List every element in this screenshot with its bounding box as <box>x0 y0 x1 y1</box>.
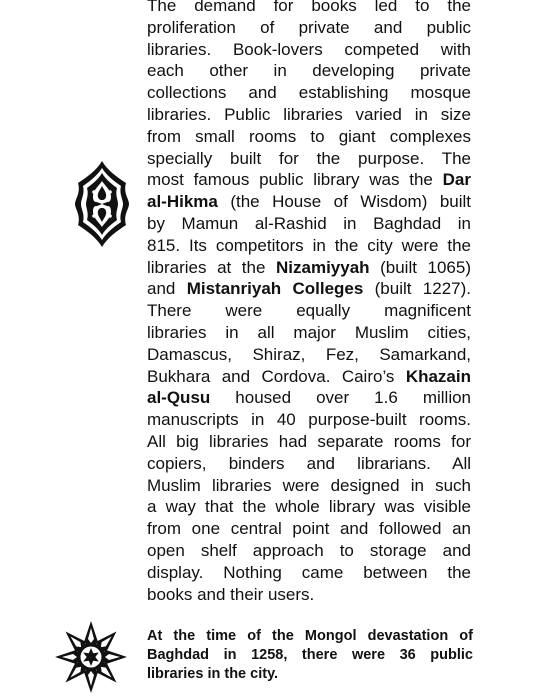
text-run: by Mamun al-Rashid in Baghdad in <box>147 213 471 233</box>
text-run: All big libraries had separate rooms for <box>147 431 471 451</box>
text-line <box>147 409 471 431</box>
text-line <box>147 17 471 39</box>
text-line <box>147 257 471 279</box>
text-run: copiers, binders and librarians. All <box>147 453 471 473</box>
text-line <box>147 126 471 148</box>
text-run: specially built for the purpose. The <box>147 148 471 168</box>
text-line <box>147 387 471 409</box>
text-run: a way that the whole library was visible <box>147 497 471 517</box>
text-run: collections and establishing mosque <box>147 83 471 103</box>
text-line <box>147 148 471 170</box>
text-line <box>147 431 471 453</box>
text-run: (the House of Wisdom) built <box>217 192 471 212</box>
bold-term: Dar <box>442 170 471 190</box>
note-line: At the time of the Mongol devastation of <box>147 628 473 644</box>
mongol-note <box>147 627 473 684</box>
text-line <box>147 366 471 388</box>
text-line <box>147 213 471 235</box>
text-run: housed over 1.6 million <box>210 388 471 408</box>
note-line: Baghdad in 1258, there were 36 public <box>147 647 473 663</box>
text-run: each other in developing private <box>147 61 471 81</box>
text-line <box>147 562 471 584</box>
bold-term: al-Hikma <box>147 192 218 212</box>
text-line <box>147 191 471 213</box>
text-run: 815. Its competitors in the city were the <box>147 235 471 255</box>
text-run: most famous public library was the <box>147 170 443 190</box>
text-line <box>147 0 471 17</box>
text-line <box>147 518 471 540</box>
text-run: There were equally magnificent <box>147 301 471 321</box>
text-line <box>147 475 471 497</box>
bold-term: Khazain <box>405 366 471 386</box>
text-line <box>147 300 471 322</box>
arabesque-ornament-icon <box>73 159 131 249</box>
text-run: books and their users. <box>147 584 315 604</box>
main-paragraph <box>147 0 471 605</box>
text-run: libraries in all major Muslim cities, <box>147 322 471 342</box>
text-run: proliferation of private and public <box>147 17 471 37</box>
text-line <box>147 60 471 82</box>
bold-term: al-Qusu <box>147 388 211 408</box>
text-run: libraries. Book-lovers competed with <box>147 39 471 59</box>
text-line <box>147 453 471 475</box>
bold-term: Nizamiyyah <box>276 257 370 277</box>
text-line <box>147 278 471 300</box>
text-line <box>147 344 471 366</box>
text-run: Muslim libraries were designed in such <box>147 475 471 495</box>
text-run: libraries at the <box>147 257 276 277</box>
text-line <box>147 496 471 518</box>
text-run: open shelf approach to storage and <box>147 540 471 560</box>
text-line <box>147 235 471 257</box>
text-line <box>147 322 471 344</box>
text-run: Bukhara and Cordova. Cairo’s <box>147 366 406 386</box>
text-run: The demand for books led to the <box>147 0 471 15</box>
bold-term: Mistanriyah Colleges <box>186 279 364 299</box>
text-run: and <box>147 279 187 299</box>
text-run: libraries. Public libraries varied in size <box>147 104 471 124</box>
text-line <box>147 39 471 61</box>
text-line <box>147 104 471 126</box>
text-line <box>147 584 471 606</box>
note-line: libraries in the city. <box>147 666 279 682</box>
eight-point-star-ornament-icon <box>54 620 128 694</box>
text-run: manuscripts in 40 purpose-built rooms. <box>147 410 471 430</box>
text-run: (built 1065) <box>369 257 471 277</box>
text-run: (built 1227). <box>363 279 471 299</box>
text-run: from one central point and followed an <box>147 519 471 539</box>
text-line <box>147 540 471 562</box>
text-line <box>147 169 471 191</box>
text-run: Damascus, Shiraz, Fez, Samarkand, <box>147 344 471 364</box>
text-run: display. Nothing came between the <box>147 562 471 582</box>
text-run: from small rooms to giant complexes <box>147 126 471 146</box>
text-line <box>147 82 471 104</box>
